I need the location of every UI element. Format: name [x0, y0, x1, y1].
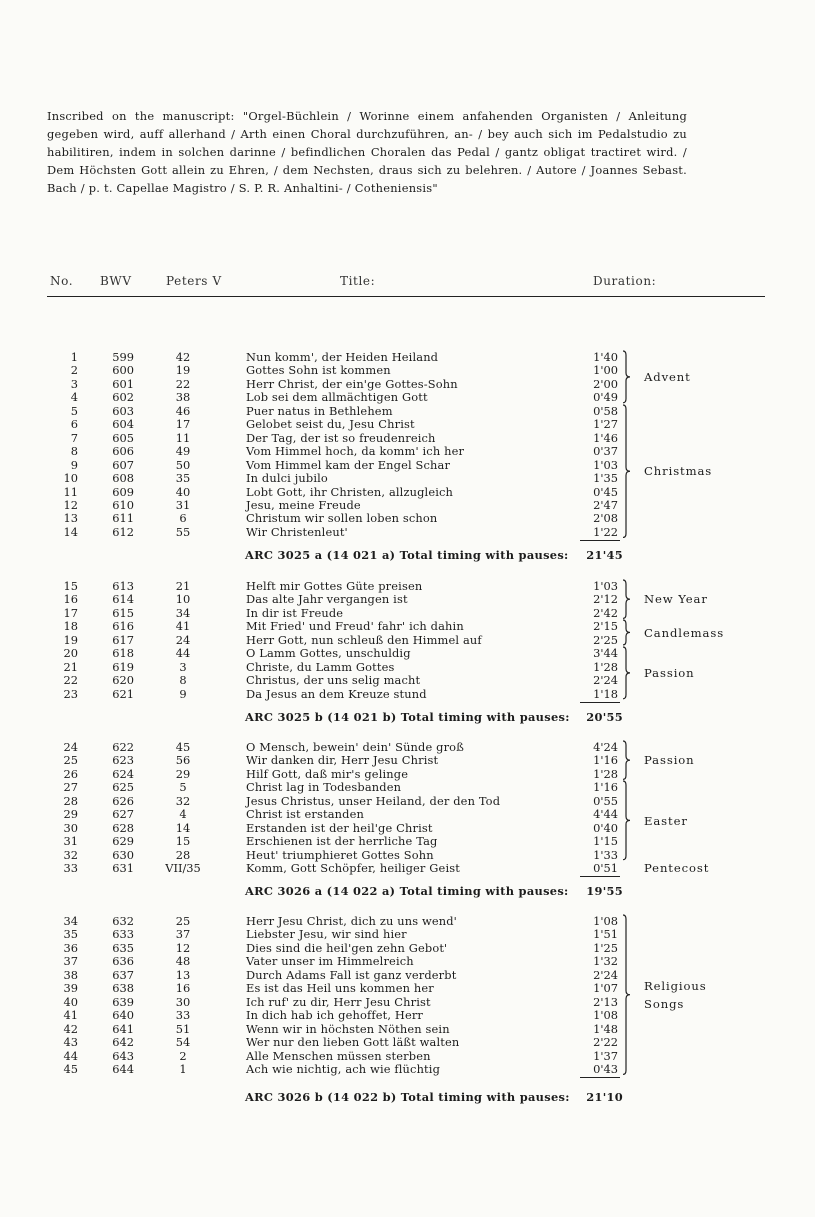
- group-label-line: Candlemass: [644, 625, 725, 640]
- group-label: [644, 751, 695, 769]
- bwv-number: 636: [112, 954, 134, 969]
- bwv-number: 609: [112, 484, 134, 499]
- track-title: O Mensch, bewein' dein' Sünde groß: [246, 740, 464, 754]
- bwv-number: 615: [112, 605, 134, 620]
- group-label: [644, 368, 691, 386]
- track-number: 45: [63, 1061, 78, 1076]
- track-duration: 1'32: [593, 954, 618, 969]
- track-title: Durch Adams Fall ist ganz verderbt: [246, 967, 457, 982]
- track-number: 27: [63, 780, 78, 795]
- track-duration: 1'16: [593, 753, 618, 768]
- group-label-line: Passion: [644, 753, 695, 768]
- brace-shape: [622, 619, 631, 646]
- track-duration: 1'27: [593, 417, 618, 432]
- track-duration: 1'35: [593, 471, 618, 486]
- peters-number: 28: [175, 847, 191, 862]
- track-title: Herr Gott, nun schleuß den Himmel auf: [246, 632, 482, 647]
- sum-line: [580, 1077, 620, 1078]
- bwv-number: 603: [112, 403, 134, 418]
- group-label-line: Passion: [644, 666, 695, 681]
- track-duration: 2'08: [593, 511, 618, 526]
- track-title: Vom Himmel hoch, da komm' ich her: [246, 444, 465, 459]
- track-number: 21: [63, 659, 78, 674]
- group-label: [644, 590, 708, 608]
- track-duration: 1'48: [593, 1021, 618, 1036]
- track-number: 10: [63, 471, 78, 486]
- track-number: 23: [63, 686, 78, 701]
- peters-number: 44: [175, 646, 191, 661]
- bwv-number: 612: [112, 524, 134, 539]
- peters-number: 33: [175, 1008, 191, 1023]
- track-duration: 1'03: [593, 579, 618, 593]
- total-value: 21'45: [586, 548, 623, 562]
- track-title: Lob sei dem allmächtigen Gott: [246, 390, 428, 405]
- brace-shape: [622, 579, 631, 619]
- group-label-line: Advent: [644, 369, 691, 384]
- bwv-number: 642: [112, 1035, 134, 1050]
- peters-number: 6: [179, 511, 187, 526]
- section-total: [245, 884, 623, 898]
- track-number: 30: [63, 820, 78, 835]
- bwv-number: 601: [112, 376, 134, 391]
- track-number: 7: [70, 430, 78, 445]
- track-number: 15: [63, 579, 78, 593]
- track-duration: 2'42: [593, 605, 618, 620]
- track-title: Komm, Gott Schöpfer, heiliger Geist: [246, 861, 460, 876]
- track-title: Jesus Christus, unser Heiland, der den Tod: [246, 793, 501, 808]
- track-title: In dir ist Freude: [246, 605, 344, 620]
- group-brace: [622, 914, 631, 1075]
- track-number: 25: [63, 753, 78, 768]
- track-title: Puer natus in Bethlehem: [246, 403, 393, 418]
- brace-shape: [622, 740, 631, 780]
- track-title: Liebster Jesu, wir sind hier: [246, 927, 407, 942]
- peters-number: 13: [175, 967, 191, 982]
- track-number: 29: [63, 807, 78, 822]
- bwv-number: 600: [112, 363, 134, 378]
- total-value: 20'55: [586, 710, 623, 724]
- track-duration: 2'15: [593, 619, 618, 634]
- track-title: Wer nur den lieben Gott läßt walten: [246, 1035, 460, 1050]
- track-duration: 1'22: [593, 524, 618, 539]
- peters-number: 31: [175, 497, 191, 512]
- track-title: Nun komm', der Heiden Heiland: [246, 350, 439, 364]
- track-duration: 1'03: [593, 457, 618, 472]
- peters-number: 30: [175, 994, 191, 1009]
- bwv-number: 614: [112, 592, 134, 607]
- track-number: 5: [70, 403, 78, 418]
- track-duration: 1'28: [593, 659, 618, 674]
- section-total: [245, 548, 623, 562]
- peters-number: 14: [175, 820, 191, 835]
- bwv-number: 638: [112, 981, 134, 996]
- column-header-no: No.: [50, 274, 74, 288]
- intro-paragraph: Inscribed on the manuscript: "Orgel-Büchlein / Worinne einem anfahenden Organisten / Anleitung gegeben wird, auff allerhand / Arth einen Choral durchzuführen, an- / bey auch sich im Pedalstudio zu habilitiren, indem in solchen darinne / befindlichen Choralen das Pedal / gantz obligat tractiret wird. / Dem Höchsten Gott allein zu Ehren, / dem Nechsten, draus sich zu belehren. / Autore / Joannes Sebast. Bach / p. t. Capellae Magistro / S. P. R. Anhaltini- / Cotheniensis": [47, 109, 687, 195]
- track-title: Christ lag in Todesbanden: [246, 780, 402, 795]
- bwv-number: 608: [112, 471, 134, 486]
- track-title: Herr Jesu Christ, dich zu uns wend': [246, 914, 457, 928]
- bwv-number: 617: [112, 632, 134, 647]
- bwv-number: 637: [112, 967, 134, 982]
- peters-number: 19: [175, 363, 191, 378]
- track-number: 20: [63, 646, 78, 661]
- track-number: 44: [63, 1048, 78, 1063]
- group-brace: [622, 780, 631, 861]
- track-number: 40: [63, 994, 78, 1009]
- track-duration: 1'37: [593, 1048, 618, 1063]
- peters-number: 12: [175, 940, 191, 955]
- group-brace: [622, 404, 631, 539]
- column-header-bwv: BWV: [100, 274, 132, 288]
- peters-number: 49: [175, 444, 191, 459]
- track-number: 3: [70, 376, 78, 391]
- peters-number: 4: [179, 807, 187, 822]
- bwv-number: 631: [112, 861, 134, 876]
- bwv-number: 599: [112, 350, 134, 364]
- bwv-number: 605: [112, 430, 134, 445]
- peters-number: 15: [175, 834, 191, 849]
- track-number: 18: [63, 619, 78, 634]
- group-label-line: New Year: [644, 592, 708, 607]
- track-duration: 1'08: [593, 1008, 618, 1023]
- bwv-number: 629: [112, 834, 134, 849]
- track-title: Gottes Sohn ist kommen: [246, 363, 391, 378]
- bwv-number: 625: [112, 780, 134, 795]
- bwv-number: 632: [112, 914, 134, 928]
- bwv-number: 606: [112, 444, 134, 459]
- track-duration: 1'18: [593, 686, 618, 701]
- bwv-number: 622: [112, 740, 134, 754]
- track-duration: 1'00: [593, 363, 618, 378]
- bwv-number: 620: [112, 673, 134, 688]
- bwv-number: 613: [112, 579, 134, 593]
- bwv-number: 616: [112, 619, 134, 634]
- bwv-number: 623: [112, 753, 134, 768]
- track-duration: 0'58: [593, 403, 618, 418]
- track-number: 14: [63, 524, 78, 539]
- track-number: 13: [63, 511, 78, 526]
- track-duration: 3'44: [593, 646, 618, 661]
- track-title: Lobt Gott, ihr Christen, allzugleich: [246, 484, 454, 499]
- bwv-number: 610: [112, 497, 134, 512]
- track-number: 38: [63, 967, 78, 982]
- bwv-number: 639: [112, 994, 134, 1009]
- track-title: Christum wir sollen loben schon: [246, 511, 438, 526]
- track-duration: 2'00: [593, 376, 618, 391]
- track-number: 1: [70, 350, 78, 364]
- bwv-number: 630: [112, 847, 134, 862]
- bwv-number: 618: [112, 646, 134, 661]
- peters-number: 48: [175, 954, 191, 969]
- peters-number: 45: [175, 740, 191, 754]
- peters-number: 10: [175, 592, 191, 607]
- track-duration: 1'08: [593, 914, 618, 928]
- peters-number: 56: [175, 753, 191, 768]
- track-number: 33: [63, 861, 78, 876]
- track-number: 41: [63, 1008, 78, 1023]
- track-number: 19: [63, 632, 78, 647]
- track-duration: 0'37: [593, 444, 618, 459]
- track-title: Das alte Jahr vergangen ist: [246, 592, 408, 607]
- group-label-line: Pentecost: [644, 860, 710, 875]
- track-title: Jesu, meine Freude: [246, 497, 361, 512]
- sum-line: [580, 540, 620, 541]
- track-number: 17: [63, 605, 78, 620]
- track-title: Gelobet seist du, Jesu Christ: [246, 417, 415, 432]
- track-title: Heut' triumphieret Gottes Sohn: [246, 847, 434, 862]
- track-title: Herr Christ, der ein'ge Gottes-Sohn: [246, 376, 458, 391]
- track-title: Da Jesus an dem Kreuze stund: [246, 686, 427, 701]
- track-number: 43: [63, 1035, 78, 1050]
- bwv-number: 626: [112, 793, 134, 808]
- track-duration: 0'45: [593, 484, 618, 499]
- peters-number: 17: [175, 417, 191, 432]
- peters-number: 38: [175, 390, 191, 405]
- track-title: Hilf Gott, daß mir's gelinge: [246, 766, 409, 781]
- track-number: 26: [63, 766, 78, 781]
- total-value: 19'55: [586, 884, 623, 898]
- peters-number: 2: [179, 1048, 187, 1063]
- track-title: Christ ist erstanden: [246, 807, 364, 822]
- group-label-line: Songs: [644, 996, 685, 1011]
- section-total: [245, 710, 623, 724]
- peters-number: 46: [175, 403, 191, 418]
- group-brace: [622, 350, 631, 404]
- track-number: 8: [70, 444, 78, 459]
- track-title: Ach wie nichtig, ach wie flüchtig: [246, 1061, 441, 1076]
- peters-number: 35: [175, 471, 191, 486]
- track-number: 11: [63, 484, 78, 499]
- track-title: Ich ruf' zu dir, Herr Jesu Christ: [246, 994, 431, 1009]
- peters-number: 50: [175, 457, 191, 472]
- track-duration: 1'40: [593, 350, 618, 364]
- track-duration: 1'25: [593, 940, 618, 955]
- brace-shape: [622, 780, 631, 861]
- track-title: Helft mir Gottes Güte preisen: [246, 579, 423, 593]
- total-label: ARC 3025 a (14 021 a) Total timing with pauses:: [245, 548, 569, 562]
- bwv-number: 640: [112, 1008, 134, 1023]
- peters-number: 11: [175, 430, 191, 445]
- track-duration: 1'46: [593, 430, 618, 445]
- track-title: Wir danken dir, Herr Jesu Christ: [246, 753, 439, 768]
- group-label-line: Christmas: [644, 464, 713, 479]
- track-number: 28: [63, 793, 78, 808]
- track-number: 31: [63, 834, 78, 849]
- track-duration: 4'24: [593, 740, 618, 754]
- brace-shape: [622, 914, 631, 1075]
- track-duration: 2'24: [593, 673, 618, 688]
- track-number: 24: [63, 740, 78, 754]
- track-title: In dich hab ich gehoffet, Herr: [246, 1008, 424, 1023]
- track-duration: 2'12: [593, 592, 618, 607]
- header-rule: [47, 296, 765, 297]
- track-title: In dulci jubilo: [246, 471, 328, 486]
- track-number: 2: [70, 363, 78, 378]
- brace-shape: [622, 646, 631, 700]
- peters-number: 24: [175, 632, 191, 647]
- bwv-number: 624: [112, 766, 134, 781]
- peters-number: 41: [175, 619, 191, 634]
- peters-number: 40: [175, 484, 191, 499]
- track-number: 4: [70, 390, 78, 405]
- group-label: [644, 977, 707, 1013]
- track-duration: 1'28: [593, 766, 618, 781]
- peters-number: 1: [179, 1061, 187, 1076]
- group-label: [644, 859, 709, 877]
- track-number: 32: [63, 847, 78, 862]
- group-label: [644, 462, 712, 480]
- peters-number: 21: [175, 579, 191, 593]
- column-header-duration: Duration:: [593, 274, 657, 288]
- peters-number: 3: [179, 659, 187, 674]
- bwv-number: 635: [112, 940, 134, 955]
- track-duration: 2'13: [593, 994, 618, 1009]
- track-title: O Lamm Gottes, unschuldig: [246, 646, 411, 661]
- track-title: Wenn wir in höchsten Nöthen sein: [246, 1021, 450, 1036]
- track-duration: 2'25: [593, 632, 618, 647]
- bwv-number: 602: [112, 390, 134, 405]
- total-value: 21'10: [586, 1090, 623, 1104]
- group-brace: [622, 740, 631, 780]
- track-number: 16: [63, 592, 78, 607]
- brace-shape: [622, 350, 631, 404]
- bwv-number: 621: [112, 686, 134, 701]
- track-title: Vater unser im Himmelreich: [246, 954, 414, 969]
- group-label: [644, 664, 695, 682]
- sum-line: [580, 702, 620, 703]
- track-number: 35: [63, 927, 78, 942]
- track-number: 9: [70, 457, 78, 472]
- track-number: 34: [63, 914, 78, 928]
- group-brace: [622, 579, 631, 619]
- track-number: 36: [63, 940, 78, 955]
- track-number: 6: [70, 417, 78, 432]
- bwv-number: 643: [112, 1048, 134, 1063]
- group-label-line: Religious: [644, 978, 707, 993]
- track-title: Vom Himmel kam der Engel Schar: [246, 457, 451, 472]
- peters-number: 51: [175, 1021, 191, 1036]
- peters-number: 16: [175, 981, 191, 996]
- track-duration: 4'44: [593, 807, 618, 822]
- track-title: Wir Christenleut': [246, 524, 348, 539]
- peters-number: 9: [179, 686, 187, 701]
- track-duration: 1'16: [593, 780, 618, 795]
- peters-number: 25: [175, 914, 191, 928]
- track-title: Erschienen ist der herrliche Tag: [246, 834, 438, 849]
- track-title: Der Tag, der ist so freudenreich: [246, 430, 436, 445]
- track-duration: 0'40: [593, 820, 618, 835]
- track-duration: 1'07: [593, 981, 618, 996]
- total-label: ARC 3026 a (14 022 a) Total timing with pauses:: [245, 884, 569, 898]
- peters-number: 5: [179, 780, 187, 795]
- track-duration: 0'43: [593, 1061, 618, 1076]
- track-duration: 2'22: [593, 1035, 618, 1050]
- bwv-number: 619: [112, 659, 134, 674]
- group-label-line: Easter: [644, 813, 688, 828]
- bwv-number: 644: [112, 1061, 134, 1076]
- track-title: Mit Fried' und Freud' fahr' ich dahin: [246, 619, 464, 634]
- peters-number: 42: [175, 350, 191, 364]
- group-brace: [622, 619, 631, 646]
- track-title: Alle Menschen müssen sterben: [246, 1048, 431, 1063]
- group-brace: [622, 646, 631, 700]
- track-title: Christe, du Lamm Gottes: [246, 659, 395, 674]
- column-header-title: Title:: [340, 274, 376, 288]
- track-number: 12: [63, 497, 78, 512]
- group-label: [644, 812, 688, 830]
- track-duration: 1'33: [593, 847, 618, 862]
- bwv-number: 628: [112, 820, 134, 835]
- peters-number: 22: [175, 376, 191, 391]
- brace-shape: [622, 404, 631, 539]
- track-number: 42: [63, 1021, 78, 1036]
- column-header-peters: Peters V: [166, 274, 222, 288]
- total-label: ARC 3026 b (14 022 b) Total timing with pauses:: [245, 1090, 570, 1104]
- bwv-number: 627: [112, 807, 134, 822]
- total-label: ARC 3025 b (14 021 b) Total timing with pauses:: [245, 710, 570, 724]
- track-title: Christus, der uns selig macht: [246, 673, 421, 688]
- peters-number: 29: [175, 766, 191, 781]
- peters-number: 54: [175, 1035, 191, 1050]
- track-duration: 2'24: [593, 967, 618, 982]
- track-number: 39: [63, 981, 78, 996]
- track-duration: 1'15: [593, 834, 618, 849]
- track-number: 37: [63, 954, 78, 969]
- track-duration: 0'49: [593, 390, 618, 405]
- peters-number: 8: [179, 673, 187, 688]
- track-title: Es ist das Heil uns kommen her: [246, 981, 434, 996]
- track-duration: 0'51: [593, 861, 618, 876]
- track-duration: 1'51: [593, 927, 618, 942]
- peters-number: 32: [175, 793, 191, 808]
- peters-number: 34: [175, 605, 191, 620]
- track-duration: 2'47: [593, 497, 618, 512]
- bwv-number: 641: [112, 1021, 134, 1036]
- bwv-number: 633: [112, 927, 134, 942]
- bwv-number: 611: [112, 511, 134, 526]
- section-total: [245, 1090, 623, 1104]
- sum-line: [580, 876, 620, 877]
- peters-number: 37: [175, 927, 191, 942]
- bwv-number: 604: [112, 417, 134, 432]
- track-title: Dies sind die heil'gen zehn Gebot': [246, 940, 448, 955]
- track-duration: 0'55: [593, 793, 618, 808]
- bwv-number: 607: [112, 457, 134, 472]
- track-title: Erstanden ist der heil'ge Christ: [246, 820, 433, 835]
- peters-number: VII/35: [165, 861, 201, 876]
- group-label: [644, 624, 724, 642]
- peters-number: 55: [175, 524, 191, 539]
- track-number: 22: [63, 673, 78, 688]
